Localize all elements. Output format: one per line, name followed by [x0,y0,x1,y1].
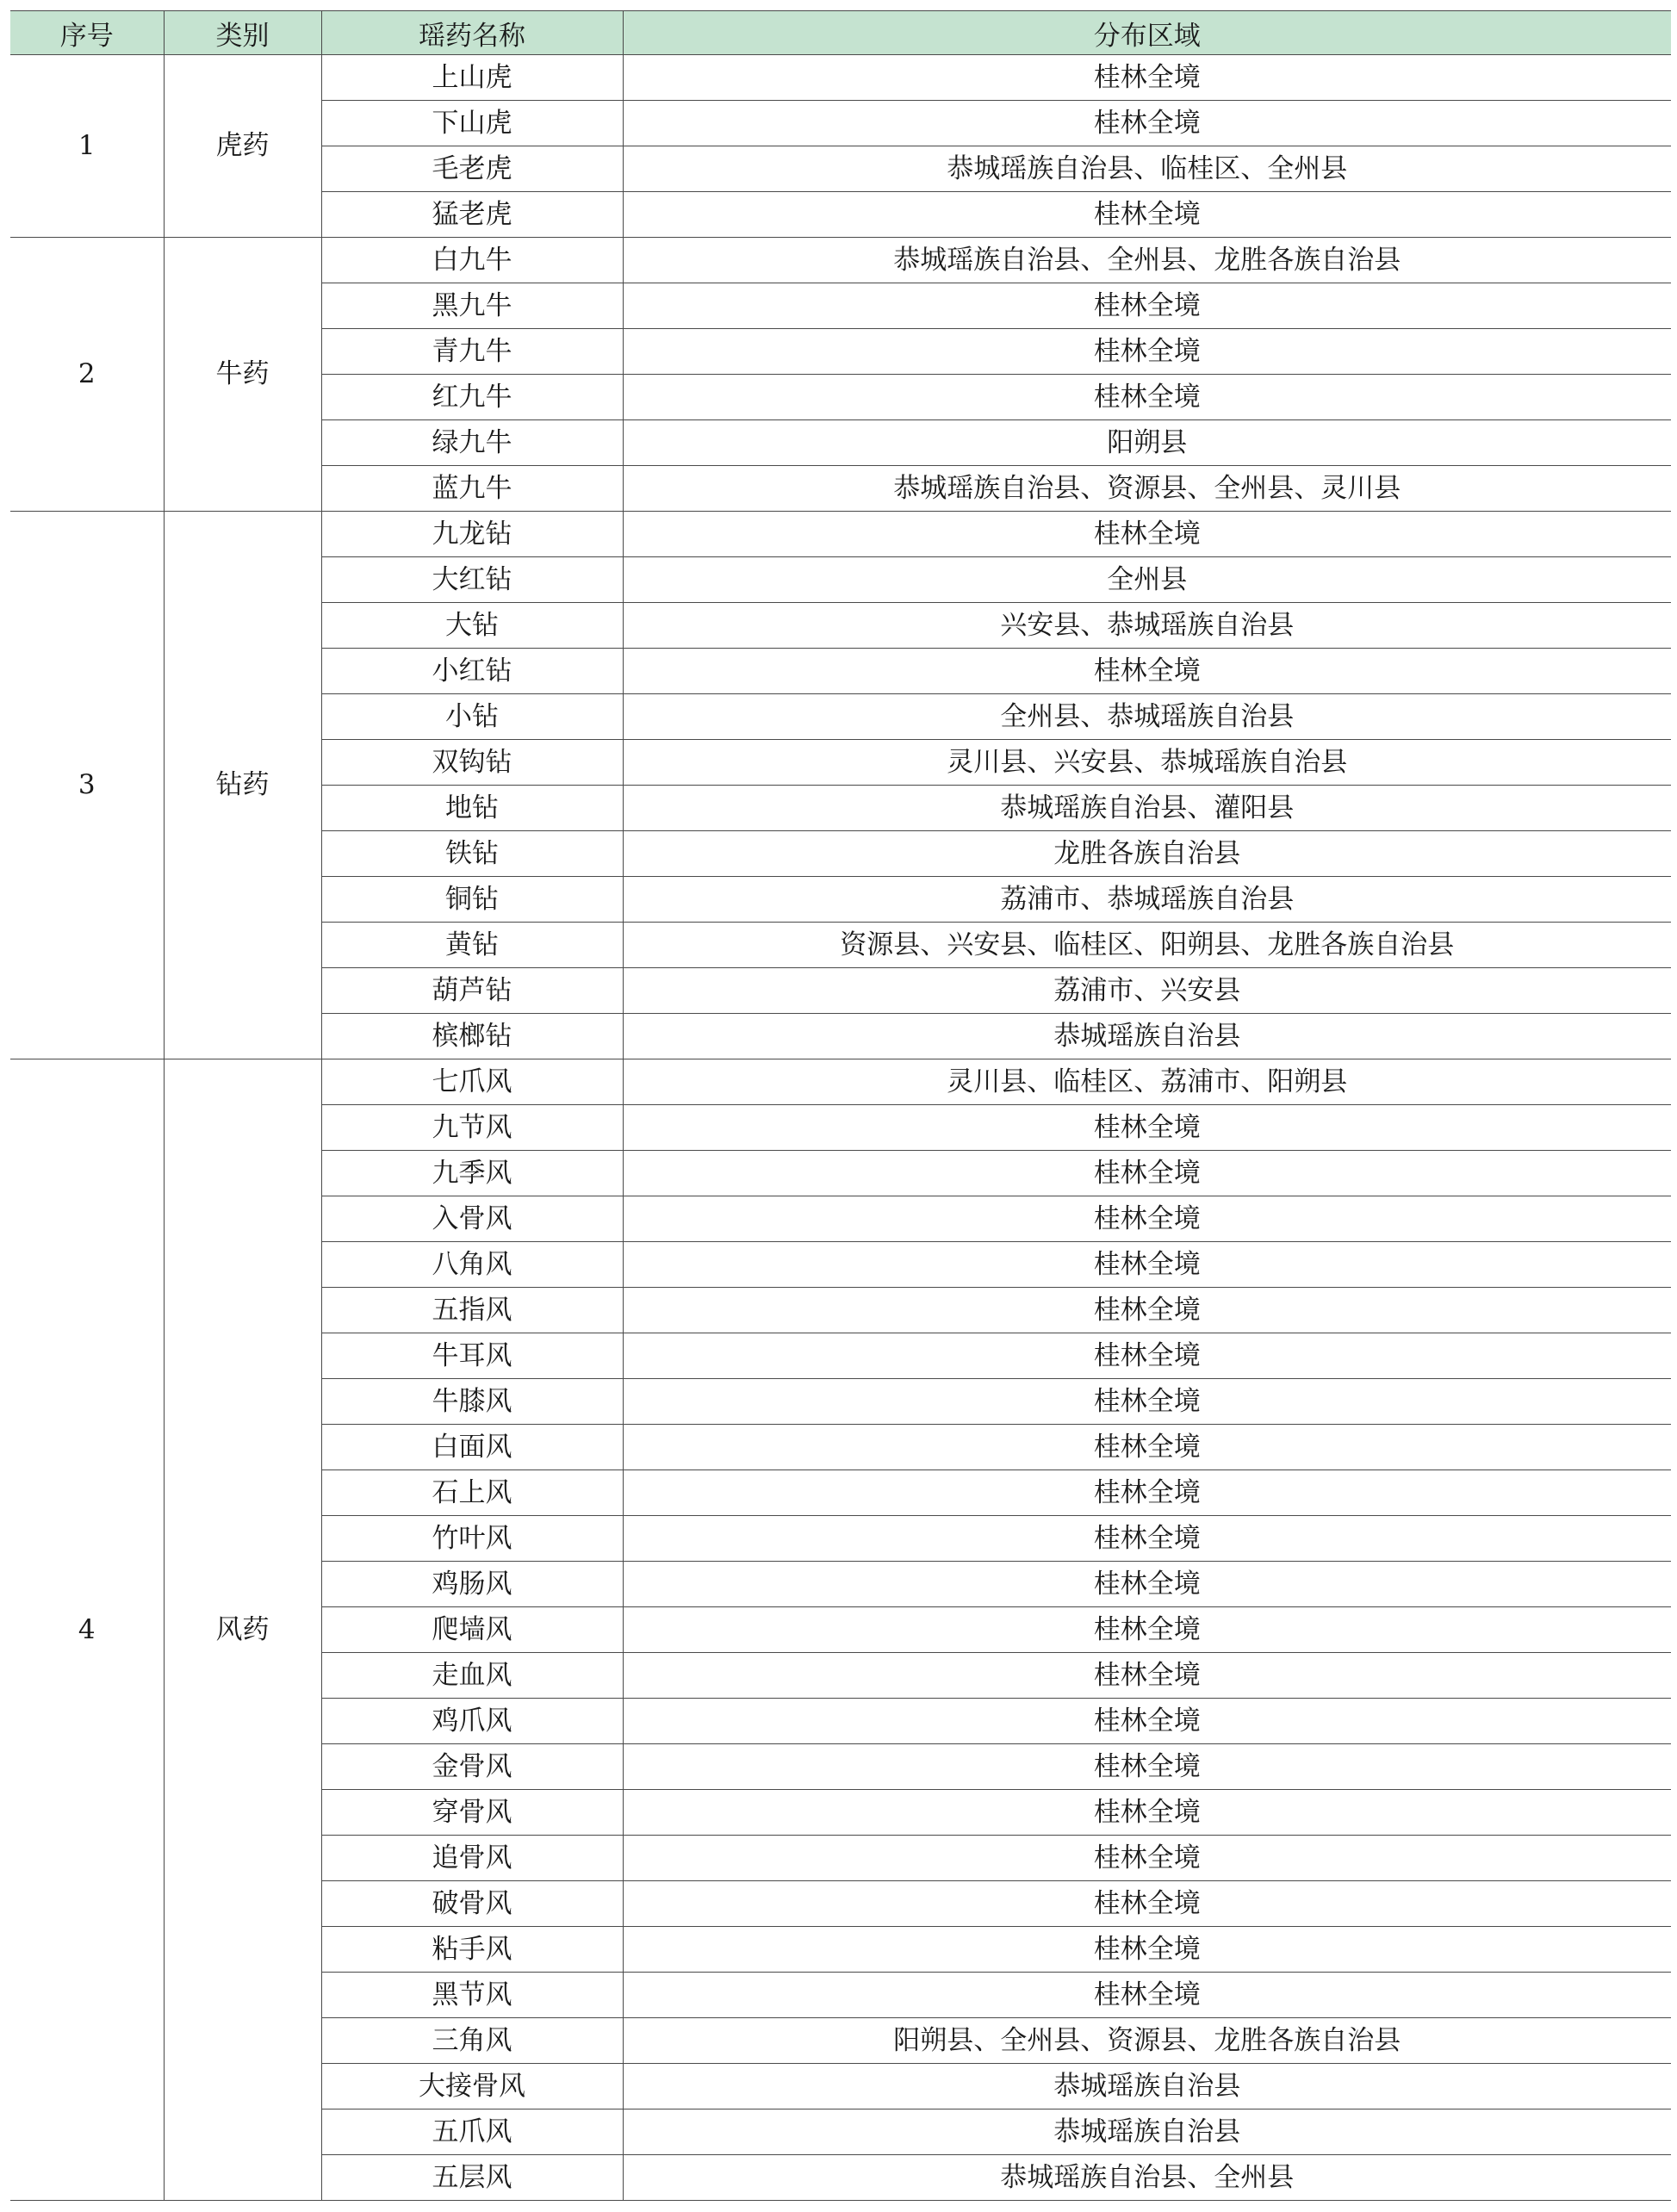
distribution-region-cell: 恭城瑶族自治县、资源县、全州县、灵川县 [623,466,1671,512]
distribution-region-cell: 荔浦市、恭城瑶族自治县 [623,877,1671,923]
distribution-region-cell: 桂林全境 [623,1288,1671,1333]
distribution-region-cell: 恭城瑶族自治县 [623,2109,1671,2155]
medicine-name-cell: 爬墙风 [321,1607,623,1653]
distribution-region-cell: 龙胜各族自治县 [623,831,1671,877]
medicine-name-cell: 九节风 [321,1105,623,1151]
medicine-name-cell: 黄钻 [321,923,623,968]
medicine-name-cell: 猛老虎 [321,192,623,238]
group-category-cell: 牛药 [164,238,321,512]
medicine-name-cell: 葫芦钻 [321,968,623,1014]
header-row [10,11,1671,55]
distribution-region-cell: 恭城瑶族自治县、临桂区、全州县 [623,146,1671,192]
group-index-cell: 3 [10,512,164,1059]
distribution-region-cell: 恭城瑶族自治县 [623,2064,1671,2109]
distribution-region-cell: 阳朔县、全州县、资源县、龙胜各族自治县 [623,2018,1671,2064]
distribution-region-cell: 桂林全境 [623,1425,1671,1470]
distribution-region-cell: 恭城瑶族自治县、全州县 [623,2155,1671,2201]
distribution-region-cell: 桂林全境 [623,1379,1671,1425]
medicine-name-cell: 入骨风 [321,1196,623,1242]
medicine-name-cell: 小红钻 [321,649,623,694]
distribution-region-cell: 桂林全境 [623,1973,1671,2018]
distribution-region-cell: 桂林全境 [623,101,1671,146]
medicine-name-cell: 下山虎 [321,101,623,146]
medicine-name-cell: 牛耳风 [321,1333,623,1379]
group-index-cell: 4 [10,1059,164,2201]
distribution-region-cell: 桂林全境 [623,1333,1671,1379]
medicine-name-cell: 穿骨风 [321,1790,623,1836]
distribution-region-cell: 阳朔县 [623,420,1671,466]
distribution-region-cell: 桂林全境 [623,375,1671,420]
distribution-region-cell: 桂林全境 [623,329,1671,375]
medicine-name-cell: 上山虎 [321,55,623,101]
header-distribution-region: 分布区域 [623,11,1671,55]
medicine-name-cell: 红九牛 [321,375,623,420]
distribution-region-cell: 桂林全境 [623,1151,1671,1196]
distribution-region-cell: 桂林全境 [623,1196,1671,1242]
distribution-region-cell: 资源县、兴安县、临桂区、阳朔县、龙胜各族自治县 [623,923,1671,968]
distribution-region-cell: 桂林全境 [623,283,1671,329]
medicine-name-cell: 追骨风 [321,1836,623,1881]
medicine-name-cell: 双钩钻 [321,740,623,786]
header-category: 类别 [164,11,321,55]
medicine-name-cell: 破骨风 [321,1881,623,1927]
distribution-region-cell: 恭城瑶族自治县 [623,1014,1671,1059]
distribution-region-cell: 桂林全境 [623,1516,1671,1562]
group-category-cell: 风药 [164,1059,321,2201]
yao-medicine-distribution-table [10,10,1671,2201]
distribution-region-cell: 桂林全境 [623,649,1671,694]
distribution-region-cell: 恭城瑶族自治县、全州县、龙胜各族自治县 [623,238,1671,283]
group-category-cell: 虎药 [164,55,321,238]
medicine-name-cell: 走血风 [321,1653,623,1699]
distribution-region-cell: 桂林全境 [623,1790,1671,1836]
group-index-cell: 2 [10,238,164,512]
table-row [10,238,1671,283]
header-index: 序号 [10,11,164,55]
table-row [10,1059,1671,1105]
medicine-name-cell: 五层风 [321,2155,623,2201]
medicine-name-cell: 竹叶风 [321,1516,623,1562]
distribution-region-cell: 桂林全境 [623,55,1671,101]
table-row [10,55,1671,101]
medicine-name-cell: 蓝九牛 [321,466,623,512]
medicine-name-cell: 牛膝风 [321,1379,623,1425]
medicine-name-cell: 七爪风 [321,1059,623,1105]
distribution-region-cell: 桂林全境 [623,1470,1671,1516]
medicine-name-cell: 铁钻 [321,831,623,877]
distribution-region-cell: 兴安县、恭城瑶族自治县 [623,603,1671,649]
header-medicine-name: 瑶药名称 [321,11,623,55]
medicine-name-cell: 五爪风 [321,2109,623,2155]
distribution-region-cell: 灵川县、兴安县、恭城瑶族自治县 [623,740,1671,786]
distribution-region-cell: 桂林全境 [623,1607,1671,1653]
medicine-name-cell: 五指风 [321,1288,623,1333]
distribution-region-cell: 桂林全境 [623,1242,1671,1288]
distribution-region-cell: 桂林全境 [623,1562,1671,1607]
medicine-name-cell: 绿九牛 [321,420,623,466]
medicine-name-cell: 槟榔钻 [321,1014,623,1059]
table-body [10,55,1671,2201]
table-row [10,512,1671,557]
medicine-name-cell: 黑九牛 [321,283,623,329]
table-header [10,11,1671,55]
distribution-region-cell: 灵川县、临桂区、荔浦市、阳朔县 [623,1059,1671,1105]
medicine-name-cell: 粘手风 [321,1927,623,1973]
medicine-name-cell: 白面风 [321,1425,623,1470]
medicine-name-cell: 大钻 [321,603,623,649]
medicine-name-cell: 鸡爪风 [321,1699,623,1744]
medicine-name-cell: 白九牛 [321,238,623,283]
group-category-cell: 钻药 [164,512,321,1059]
group-index-cell: 1 [10,55,164,238]
distribution-region-cell: 全州县、恭城瑶族自治县 [623,694,1671,740]
medicine-name-cell: 大接骨风 [321,2064,623,2109]
distribution-region-cell: 全州县 [623,557,1671,603]
medicine-name-cell: 小钻 [321,694,623,740]
medicine-name-cell: 三角风 [321,2018,623,2064]
distribution-region-cell: 桂林全境 [623,1105,1671,1151]
medicine-name-cell: 青九牛 [321,329,623,375]
distribution-region-cell: 桂林全境 [623,1744,1671,1790]
medicine-name-cell: 八角风 [321,1242,623,1288]
distribution-region-cell: 恭城瑶族自治县、灌阳县 [623,786,1671,831]
medicine-name-cell: 大红钻 [321,557,623,603]
medicine-name-cell: 铜钻 [321,877,623,923]
medicine-name-cell: 鸡肠风 [321,1562,623,1607]
distribution-region-cell: 桂林全境 [623,1881,1671,1927]
distribution-region-cell: 桂林全境 [623,1699,1671,1744]
distribution-region-cell: 桂林全境 [623,1927,1671,1973]
distribution-region-cell: 桂林全境 [623,1836,1671,1881]
medicine-name-cell: 地钻 [321,786,623,831]
medicine-name-cell: 黑节风 [321,1973,623,2018]
distribution-region-cell: 桂林全境 [623,1653,1671,1699]
distribution-region-cell: 荔浦市、兴安县 [623,968,1671,1014]
medicine-name-cell: 九季风 [321,1151,623,1196]
distribution-region-cell: 桂林全境 [623,192,1671,238]
medicine-name-cell: 毛老虎 [321,146,623,192]
medicine-name-cell: 金骨风 [321,1744,623,1790]
medicine-name-cell: 石上风 [321,1470,623,1516]
medicine-name-cell: 九龙钻 [321,512,623,557]
distribution-region-cell: 桂林全境 [623,512,1671,557]
